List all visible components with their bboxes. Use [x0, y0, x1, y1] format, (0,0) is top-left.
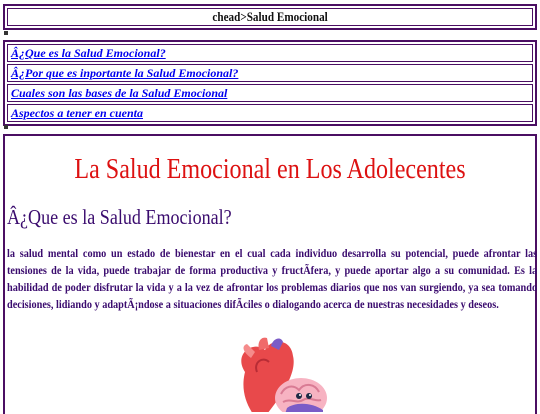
section-heading: Â¿Que es la Salud Emocional? [7, 205, 232, 229]
header-box [3, 4, 537, 30]
divider-marker [4, 31, 8, 35]
nav-link-por-que-importante[interactable]: Â¿Por que es inportante la Salud Emocional? [7, 64, 533, 82]
page-header-title: chead>Salud Emocional [212, 9, 328, 24]
main-content [3, 134, 537, 414]
nav-menu [3, 40, 537, 126]
main-title: La Salud Emocional en Los Adolecentes [74, 154, 466, 185]
heart-and-brain-icon [223, 332, 333, 412]
nav-link-aspectos[interactable]: Aspectos a tener en cuenta [7, 104, 533, 122]
divider-marker [4, 125, 8, 129]
section-paragraph: la salud mental como un estado de bienestar en el cual cada individuo desarrolla su potencial, puede afrontar las tensiones de la vida, puede trabajar de forma productiva y fructÃfera, y puede aportar algo a su comunidad. Es la habilidad de poder disfrutar la vida y a la vez de afrontar los problemas diarios que nos van surgiendo, ya sea tomando decisiones, lidiando y adaptÃ¡ndose a situaciones difÃciles o dialogando acerca de nuestras necesidades y deseos. [7, 246, 538, 311]
nav-link-que-es[interactable]: Â¿Que es la Salud Emocional? [7, 44, 533, 62]
nav-link-bases[interactable]: Cuales son las bases de la Salud Emocional [7, 84, 533, 102]
